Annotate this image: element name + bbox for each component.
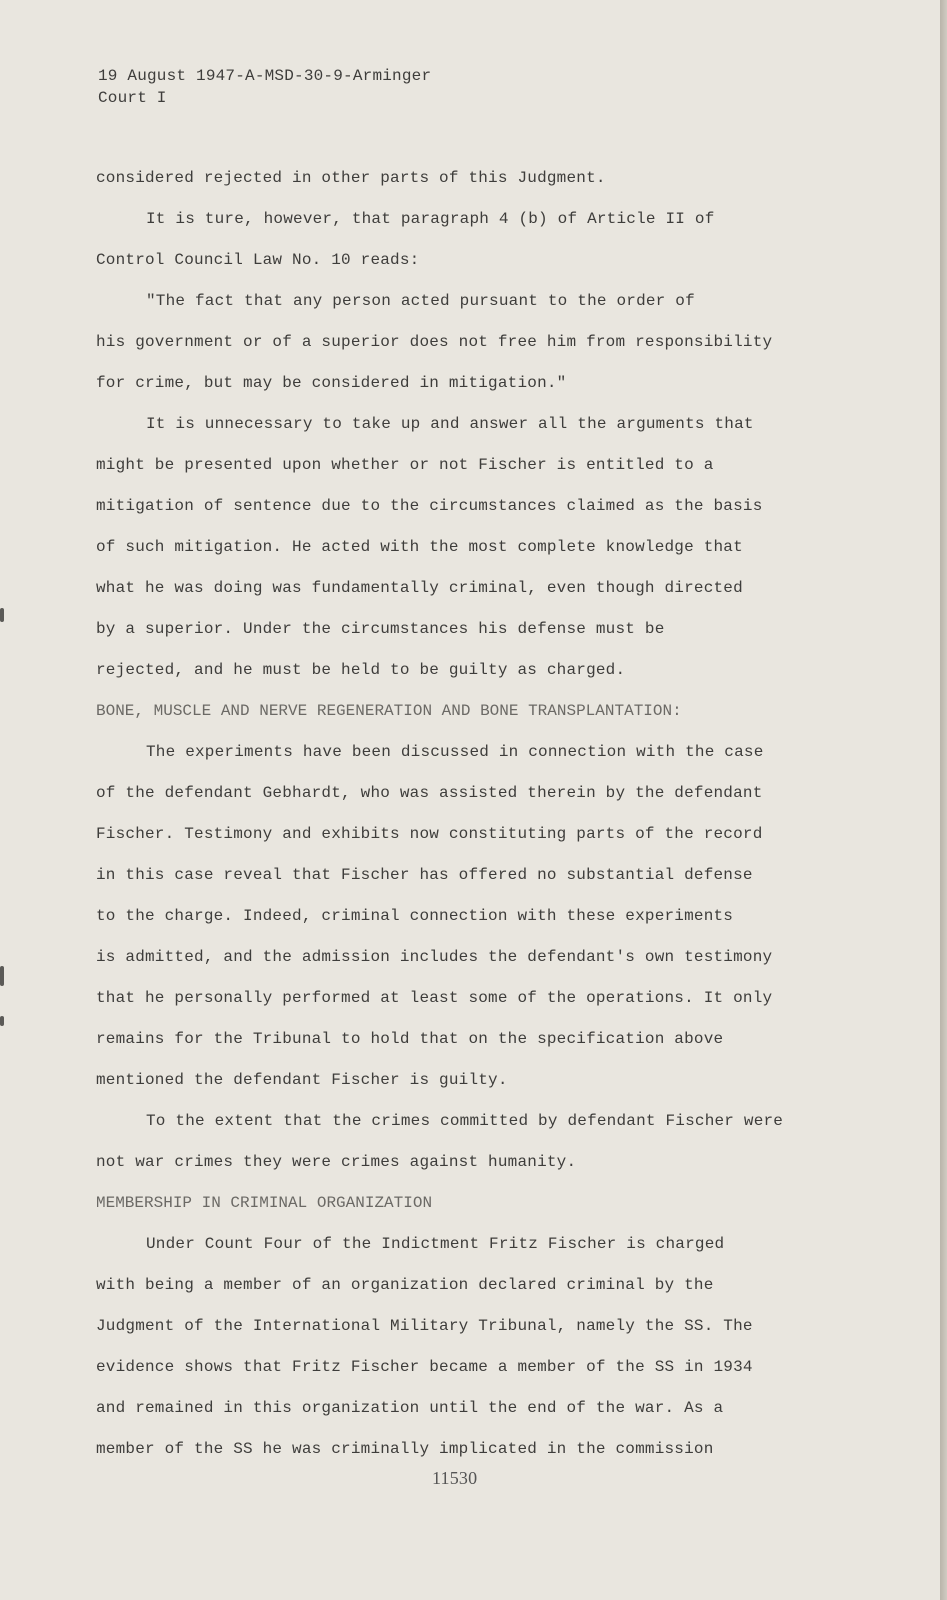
text-line: mentioned the defendant Fischer is guilty. — [96, 1071, 508, 1089]
header-line-1: 19 August 1947-A-MSD-30-9-Arminger — [98, 67, 432, 85]
text-line: with being a member of an organization declared criminal by the — [96, 1276, 714, 1294]
text-line: of the defendant Gebhardt, who was assisted therein by the defendant — [96, 784, 763, 802]
text-line: his government or of a superior does not free him from responsibility — [96, 333, 773, 351]
text-line: The experiments have been discussed in connection with the case — [146, 743, 764, 761]
text-line: not war crimes they were crimes against humanity. — [96, 1153, 577, 1171]
text-line: rejected, and he must be held to be guilty as charged. — [96, 661, 626, 679]
text-line: and remained in this organization until the end of the war. As a — [96, 1399, 724, 1417]
text-line: evidence shows that Fritz Fischer became a member of the SS in 1934 — [96, 1358, 753, 1376]
text-line: "The fact that any person acted pursuant to the order of — [146, 292, 695, 310]
text-line: to the charge. Indeed, criminal connection with these experiments — [96, 907, 734, 925]
binding-mark — [0, 608, 4, 622]
page-edge — [940, 0, 947, 1600]
header-line-2: Court I — [98, 89, 167, 107]
text-line: is admitted, and the admission includes the defendant's own testimony — [96, 948, 773, 966]
text-line: member of the SS he was criminally implicated in the commission — [96, 1440, 714, 1458]
section-heading: BONE, MUSCLE AND NERVE REGENERATION AND BONE TRANSPLANTATION: — [96, 702, 682, 720]
text-line: might be presented upon whether or not Fischer is entitled to a — [96, 456, 714, 474]
text-line: for crime, but may be considered in mitigation." — [96, 374, 567, 392]
text-line: by a superior. Under the circumstances his defense must be — [96, 620, 665, 638]
binding-mark — [0, 1016, 4, 1026]
text-line: Fischer. Testimony and exhibits now constituting parts of the record — [96, 825, 763, 843]
text-line: that he personally performed at least some of the operations. It only — [96, 989, 773, 1007]
text-line: what he was doing was fundamentally criminal, even though directed — [96, 579, 743, 597]
text-line: considered rejected in other parts of this Judgment. — [96, 169, 606, 187]
text-line: Under Count Four of the Indictment Fritz Fischer is charged — [146, 1235, 725, 1253]
section-heading: MEMBERSHIP IN CRIMINAL ORGANIZATION — [96, 1194, 433, 1212]
text-line: It is ture, however, that paragraph 4 (b) of Article II of — [146, 210, 715, 228]
binding-mark — [0, 966, 4, 986]
text-line: mitigation of sentence due to the circumstances claimed as the basis — [96, 497, 763, 515]
text-line: in this case reveal that Fischer has offered no substantial defense — [96, 866, 753, 884]
text-line: Control Council Law No. 10 reads: — [96, 251, 420, 269]
text-line: remains for the Tribunal to hold that on the specification above — [96, 1030, 724, 1048]
text-line: of such mitigation. He acted with the most complete knowledge that — [96, 538, 743, 556]
text-line: To the extent that the crimes committed by defendant Fischer were — [146, 1112, 784, 1130]
text-line: It is unnecessary to take up and answer all the arguments that — [146, 415, 754, 433]
page-number: 11530 — [432, 1468, 478, 1488]
text-line: Judgment of the International Military Tribunal, namely the SS. The — [96, 1317, 753, 1335]
